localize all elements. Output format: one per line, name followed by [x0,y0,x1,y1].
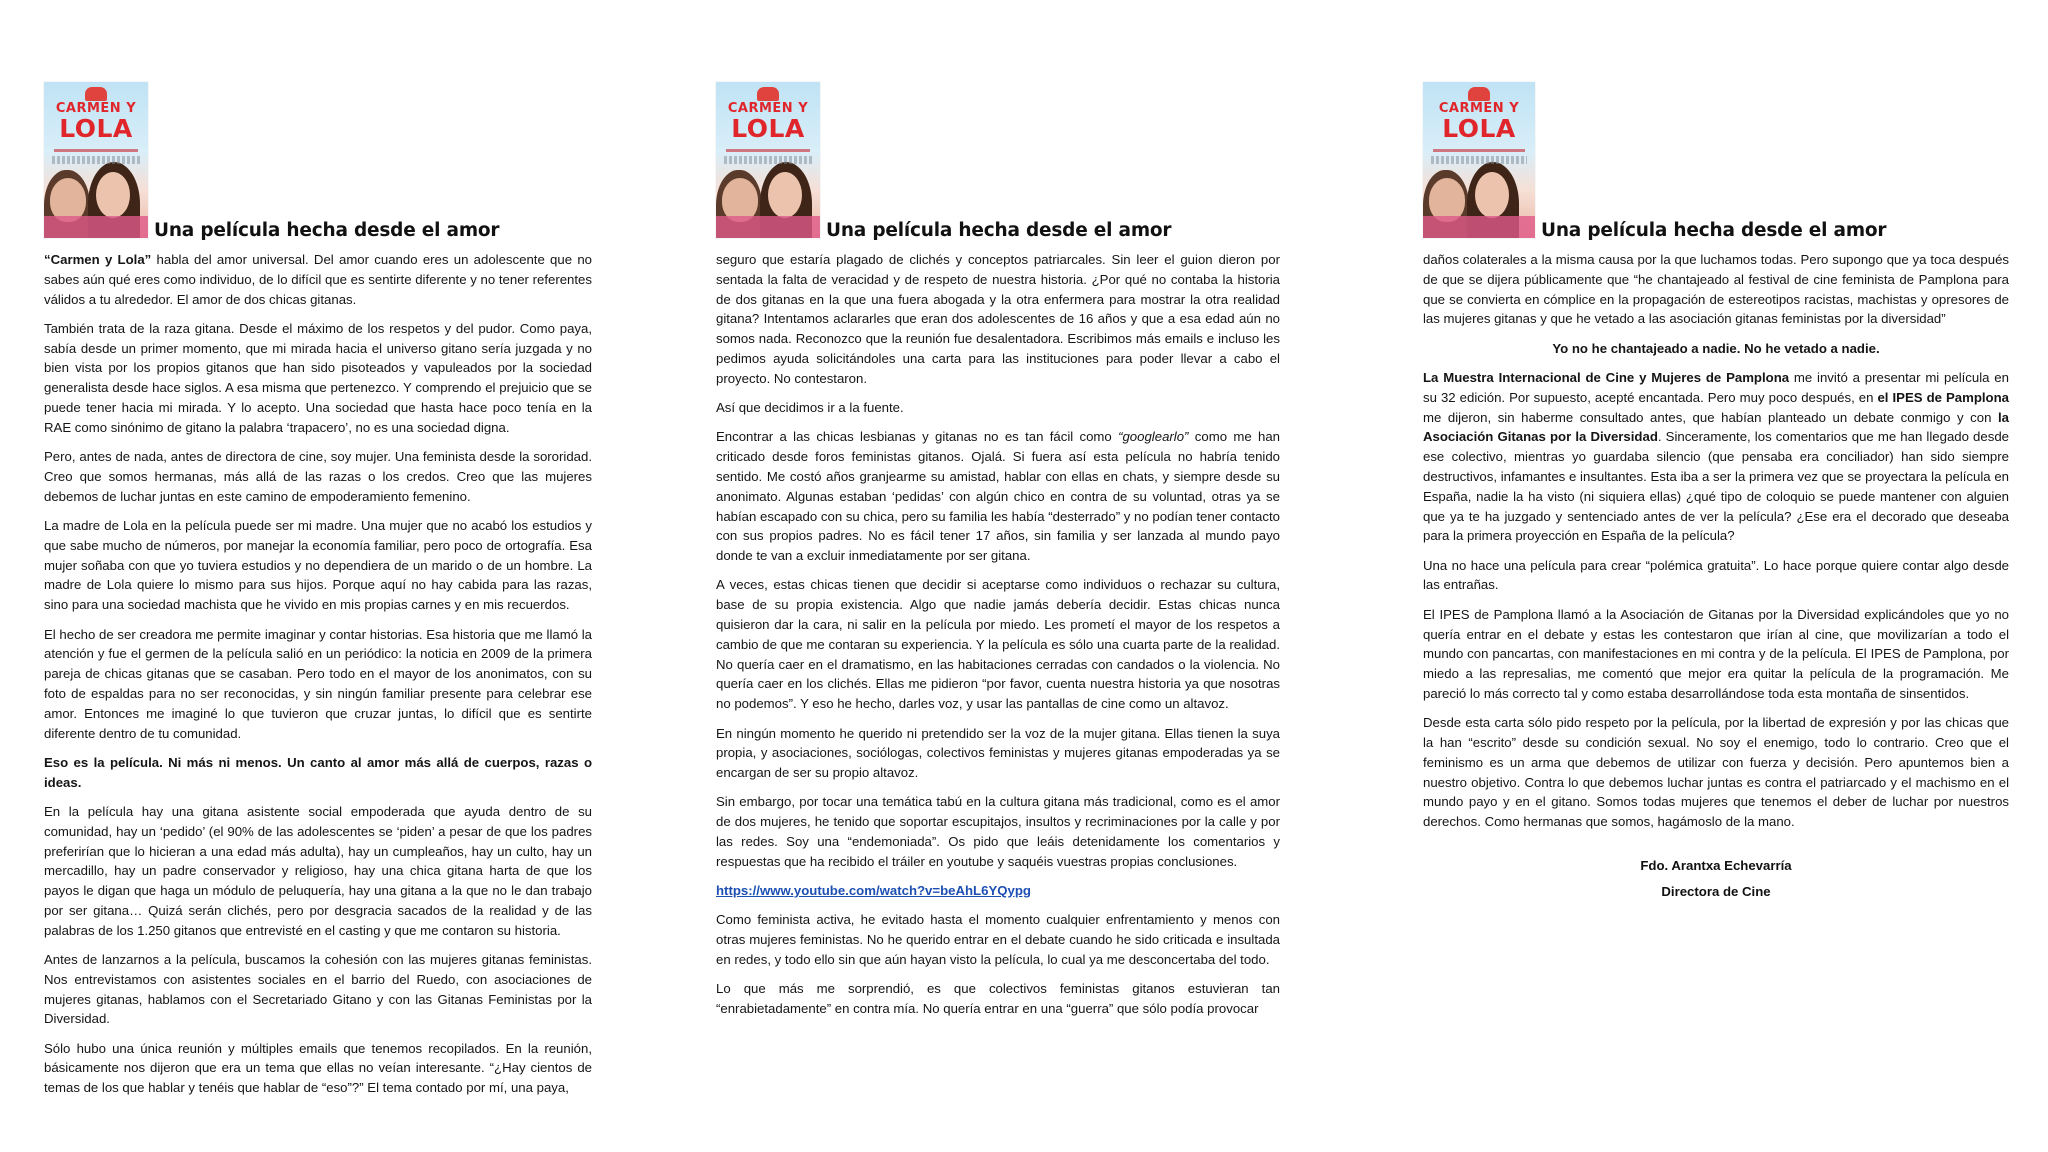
paragraph: Lo que más me sorprendió, es que colectivos feministas gitanos estuvieran tan “enrabietadamente” en contra mía. No quería entrar en una “guerra” que sólo podía provocar [716,981,1280,1017]
paragraph: Pero, antes de nada, antes de directora de cine, soy mujer. Una feminista desde la sororidad. Creo que somos hermanas, más allá de las razas o los credos. Creo que las mujeres debemos de luchar juntas en este camino de empoderamiento femenino. [44,449,592,504]
page-column-1 [44,82,592,1108]
paragraph: Desde esta carta sólo pido respeto por la película, por la libertad de expresión y por las chicas que la han “escrito” desde su condición sexual. No soy el enemigo, todo lo contrario. Creo que el feminismo es un arma que debemos de utilizar con fuerza y decisión. Pero apuntemos bien a nuestro objetivo. Contra lo que debemos luchar juntas es contra el patriarcado y el machismo en el mundo payo y en el gitano. Somos todas mujeres que tenemos el deber de luchar por nuestros derechos. Como hermanas que somos, hagámoslo de la mano. [1423,715,2009,830]
youtube-trailer-link[interactable]: https://www.youtube.com/watch?v=beAhL6YQypg [716,883,1031,899]
article-title: Una película hecha desde el amor [1541,220,1887,241]
movie-poster-image: CARMEN Y LOLA [44,82,148,238]
paragraph: Sin embargo, por tocar una temática tabú en la cultura gitana más tradicional, como es el amor de dos mujeres, he tenido que soportar escupitajos, insultos y recriminaciones por la calle y por las redes. Soy una “endemoniada”. Os pido que leáis detenidamente los comentarios y respuestas que ha recibido el tráiler en youtube y saquéis vuestras propias conclusiones. [716,794,1280,869]
paragraph: El IPES de Pamplona llamó a la Asociación de Gitanas por la Diversidad explicándoles que yo no quería entrar en el debate y estas les contestaron que irían al cine, que movilizarían a todo el mundo con pancartas, con manifestaciones en mi contra y de la película. El IPES de Pamplona, por miedo a las represalias, me comentó que mejor era quitar la película de la programación. Me pareció lo más correcto tal y como estaba desarrollándose toda esta montaña de sinsentidos. [1423,606,2009,701]
youtube-link-paragraph [716,881,1280,901]
article-title: Una película hecha desde el amor [826,220,1172,241]
paragraph: A veces, estas chicas tienen que decidir si aceptarse como individuos o rechazar su cultura, base de su propia existencia. Algo que nadie jamás debería decidir. Estas chicas nunca quisieron dar la cara, ni salir en la película por miedo. Les prometí el mayor de los respetos a cambio de que me contaran su experiencia. Y la película es sólo una cuarta parte de la realidad. No quería caer en el dramatismo, en las habitaciones cerradas con candados o la violencia. No quería caer en los clichés. Ellas me pidieron “por favor, cuenta nuestra historia ya que nosotras no podemos”. Y eso he hecho, darles voz, y usar las pantallas de cine como un altavoz. [716,577,1280,712]
article-header [1423,82,2009,242]
article-header [716,82,1280,242]
page-column-2 [716,82,1280,1028]
paragraph: Sólo hubo una única reunión y múltiples emails que tenemos recopilados. En la reunión, básicamente nos dijeron que era un tema que ellas no veían interesante. “¿Hay cientos de temas de los que hablar y tenéis que hablar de “eso”?” El tema contado por mí, una paya, [44,1040,592,1096]
paragraph: seguro que estaría plagado de clichés y conceptos patriarcales. Sin leer el guion dieron por sentada la falta de veracidad y de respeto de nuestra historia. ¿Por qué no contaba la historia de dos gitanas en la que una fuera abogada y la otra enfermera para mostrar la otra realidad gitana? Intentamos aclararles que eran dos adolescentes de 16 años y que a esa edad aún no somos nada. Reconozco que la reunión fue desalentadora. Escribimos más emails e incluso les pedimos ayuda solicitándoles una carta para las instituciones para poder llevar a cabo el proyecto. No contestaron. [716,252,1280,386]
article-title: Una película hecha desde el amor [154,220,500,241]
paragraph: También trata de la raza gitana. Desde el máximo de los respetos y del pudor. Como paya, sabía desde un primer momento, que mi mirada hacia el universo gitano sería juzgada y no bien vista por los propios gitanos que han sido pisoteados y vapuleados por la sociedad generalista desde hace siglos. A esa misma que pertenezco. Y comprendo el prejuicio que se puede tener hacia mi mirada. Y lo acepto. Una sociedad que hasta hace poco tenía en la RAE como sinónimo de gitano la palabra ‘trapacero’, no es una sociedad digna. [44,320,592,435]
paragraph: La Muestra Internacional de Cine y Mujeres de Pamplona me invitó a presentar mi película en su 32 edición. Por supuesto, acepté encantada. Pero muy poco después, en el IPES de Pamplona me dijeron, sin haberme consultado antes, que habían planteado un debate conmigo y con la Asociación Gitanas por la Diversidad. Sinceramente, los comentarios que me han llegado desde ese colectivo, mientras yo guardaba silencio (que pensaba era conciliador) han sido siempre destructivos, infamantes e insultantes. Esta iba a ser la primera vez que se proyectara la película en España, nadie la ha visto (ni siquiera ellas) ¿qué tipo de coloquio se puede mantener con alguien que ya te ha juzgado y sentenciado antes de ver la película? ¿Ese era el decorado que deseaba para la primera proyección en España de la película? [1423,369,2010,544]
paragraph: El hecho de ser creadora me permite imaginar y contar historias. Esa historia que me llamó la atención y fue el germen de la película salió en un periódico: la noticia en 2009 de la primera pareja de chicas gitanas que se casaban. Pero todo en el mayor de los anonimatos, con su foto de espaldas para no ser reconocidas, y sin ningún familiar presente para celebrar ese amor. Entonces me imaginé lo que tuvieron que cruzar juntas, lo difícil que es sentirte diferente dentro de tu comunidad. [44,626,592,741]
signature: Fdo. Arantxa Echevarría [1640,858,1792,874]
paragraph: La madre de Lola en la película puede ser mi madre. Una mujer que no acabó los estudios y que sabe mucho de números, por manejar la economía familiar, pero poco de ortografía. Esa mujer soñaba con que yo tuviera estudios y no dependiera de un marido o de un hombre. La madre de Lola quiere lo mismo para sus hijos. Porque aquí no hay cabida para las razas, sino para una sociedad machista que he vivido en mis propias carnes y en mis recuerdos. [44,518,592,613]
movie-poster-image: CARMEN Y LOLA [1423,82,1535,238]
paragraph: En la película hay una gitana asistente social empoderada que ayuda dentro de su comunidad, hay un ‘pedido’ (el 90% de las adolescentes se ‘piden’ a pesar de que los padres preferirían que lo hicieran a una edad más adulta), hay un cumpleaños, hay un culto, hay un mercadillo, hay un padre conservador y religioso, hay una chica gitana harta de que los payos le digan que haga un módulo de peluquería, hay una gitana a la que no le dan trabajo por ser gitana… Quizá serán clichés, pero por desgracia sacados de la realidad y de las palabras de los 1.250 gitanos que entrevisté en el casting y que me contaron su historia. [44,803,592,938]
paragraph: “Carmen y Lola” habla del amor universal. Del amor cuando eres un adolescente que no sabes aún qué eres como individuo, de lo difícil que es sentirte diferente y no tener referentes válidos a tu alrededor. El amor de dos chicas gitanas. [44,252,592,307]
page-column-3 [1423,82,2009,899]
bold-statement: Eso es la película. Ni más ni menos. Un canto al amor más allá de cuerpos, razas o ideas. [44,754,592,790]
bold-statement: Yo no he chantajeado a nadie. No he vetado a nadie. [1552,340,1880,356]
movie-poster-image: CARMEN Y LOLA [716,82,820,238]
paragraph: Como feminista activa, he evitado hasta el momento cualquier enfrentamiento y menos con otras mujeres feministas. No he querido entrar en el debate cuando he sido criticada e insultada en redes, y todo ello sin que aún hayan visto la película, lo cual ya me desconcertaba del todo. [716,912,1280,967]
paragraph: Antes de lanzarnos a la película, buscamos la cohesión con las mujeres gitanas feministas. Nos entrevistamos con asistentes sociales en el barrio del Ruedo, con asociaciones de mujeres gitanas, hablamos con el Secretariado Gitano y con las Gitanas Feministas por la Diversidad. [44,952,592,1027]
article-header [44,82,592,242]
paragraph: Encontrar a las chicas lesbianas y gitanas no es tan fácil como “googlearlo” como me han criticado desde foros feministas gitanos. Ojalá. Si fuera así esta película no habría tenido sentido. Me costó años granjearme su amistad, hablar con ellas en chats, y siempre desde su anonimato. Algunas estaban ‘pedidas’ con algún chico en contra de su voluntad, otras ya se habían escapado con su chica, pero su familia les había “desterrado” y no podían tener contacto con sus propios padres. No es fácil tener 17 años, sin familia y ser lanzada al mundo payo donde te van a excluir inmediatamente por ser gitana. [716,429,1280,564]
signature-role: Directora de Cine [1661,884,1771,900]
paragraph: En ningún momento he querido ni pretendido ser la voz de la mujer gitana. Ellas tienen la suya propia, y asociaciones, sociólogas, colectivos feministas y mujeres gitanas empoderadas ya se encargan de ser su propio altavoz. [716,725,1280,781]
paragraph: Una no hace una película para crear “polémica gratuita”. Lo hace porque quiere contar algo desde las entrañas. [1423,557,2009,593]
paragraph: daños colaterales a la misma causa por la que luchamos todas. Pero supongo que ya toca después de que se dijera públicamente que “he chantajeado al festival de cine feminista de Pamplona para que se convierta en cómplice en la propagación de estereotipos racistas, machistas y opresores de las mujeres gitanas y que he vetado a las asociación gitanas feministas por la diversidad” [1423,252,2009,327]
paragraph: Así que decidimos ir a la fuente. [716,400,904,416]
